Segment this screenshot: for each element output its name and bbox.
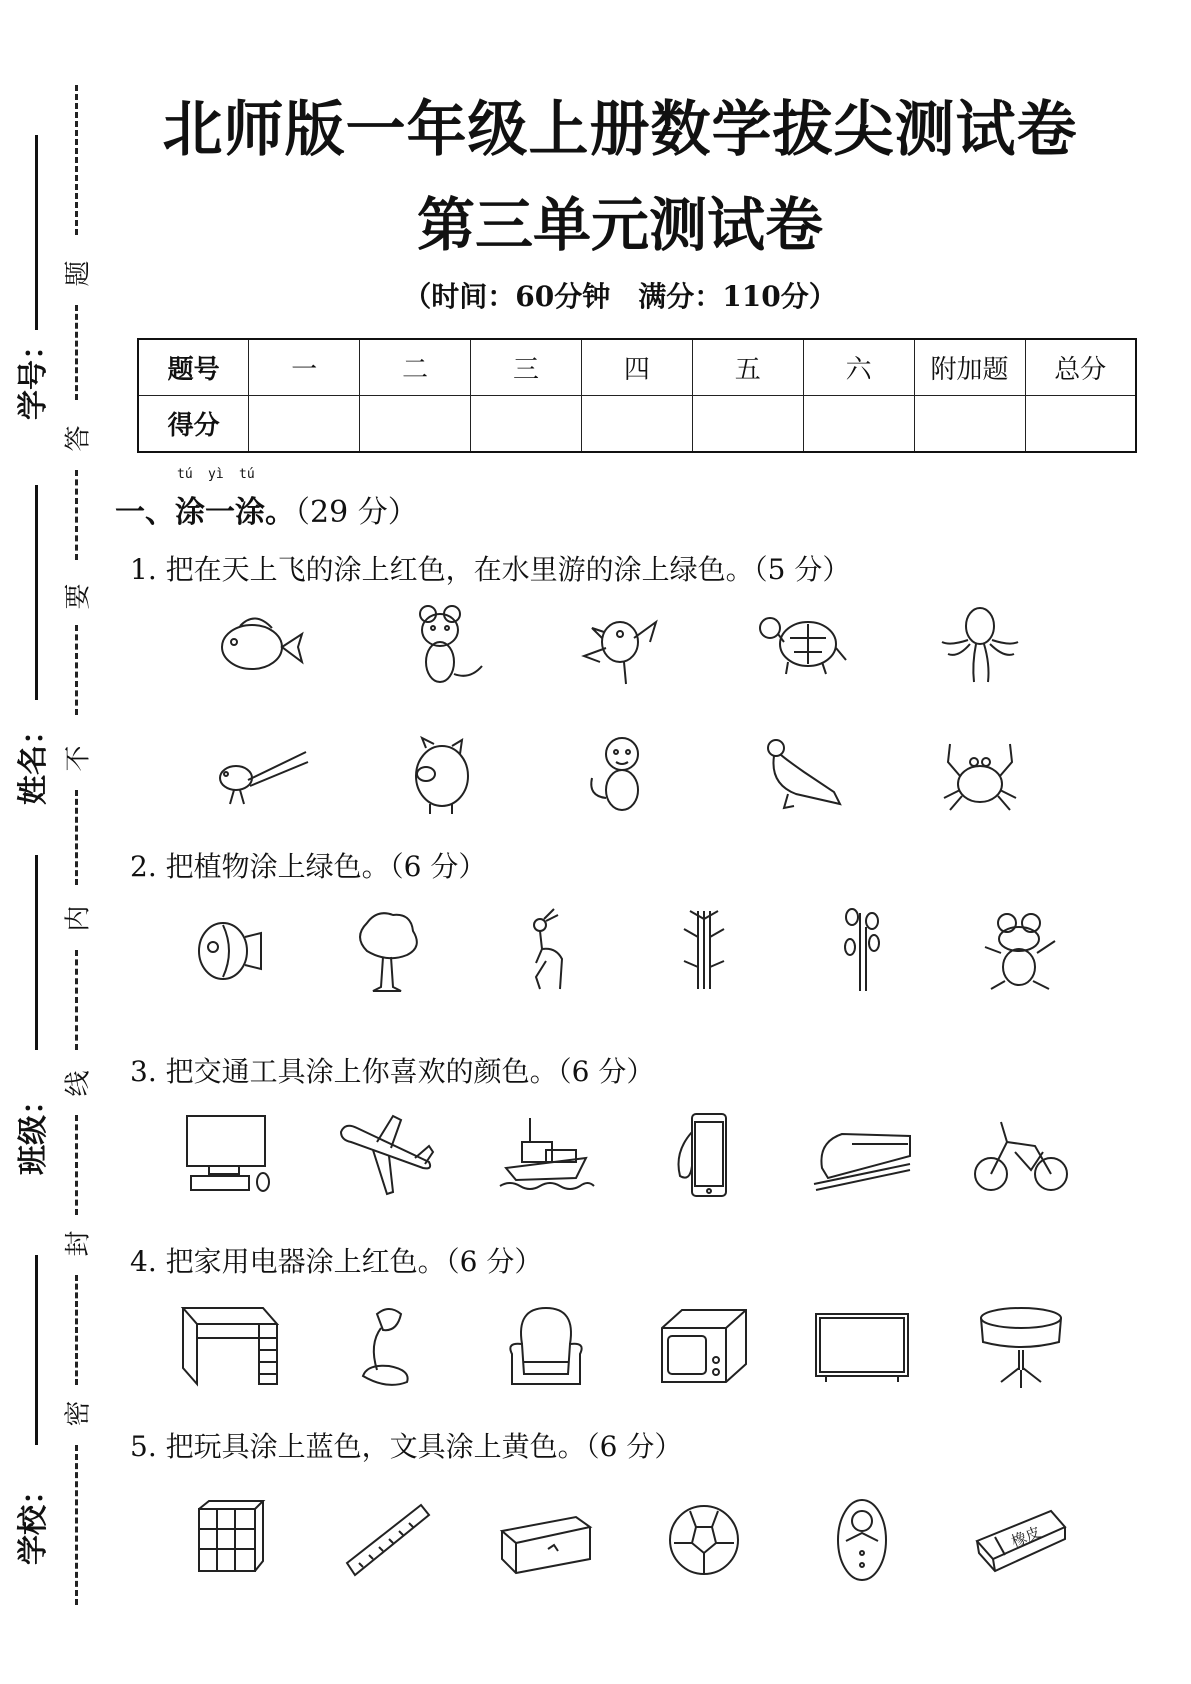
pencil-box-picture[interactable] (491, 1495, 601, 1585)
score-input-cell[interactable] (249, 396, 360, 453)
eraser-icon (971, 1497, 1071, 1583)
bird-icon (570, 602, 670, 688)
deer-picture[interactable] (491, 905, 601, 995)
soccer-ball-icon (654, 1497, 754, 1583)
nesting-doll-picture[interactable] (807, 1495, 917, 1585)
question-1: 1. 把在天上飞的涂上红色，在水里游的涂上绿色。（5 分） (130, 553, 851, 586)
frog-picture[interactable] (966, 905, 1076, 995)
seal-dash (75, 85, 78, 235)
seal-char: 要 (63, 583, 94, 610)
eraser-picture[interactable] (966, 1495, 1076, 1585)
score-input-cell[interactable] (360, 396, 471, 453)
pigeon-picture[interactable] (745, 730, 855, 820)
table-cell: 五 (692, 339, 803, 396)
deer-icon (496, 907, 596, 993)
fish-icon (210, 602, 310, 688)
rubiks-cube-picture[interactable] (174, 1495, 284, 1585)
ruler-icon (337, 1497, 437, 1583)
bird-picture[interactable] (565, 600, 675, 690)
page-title: 北师版一年级上册数学拔尖测试卷 (162, 95, 1078, 165)
question-4: 4. 把家用电器涂上红色。（6 分） (130, 1245, 543, 1278)
question-2: 2. 把植物涂上绿色。（6 分） (130, 850, 487, 883)
frog-icon (971, 907, 1071, 993)
crab-icon (930, 732, 1030, 818)
crab-picture[interactable] (925, 730, 1035, 820)
turtle-icon (750, 602, 850, 688)
fish-picture[interactable] (174, 905, 284, 995)
airplane-icon (337, 1112, 437, 1198)
fish-picture[interactable] (205, 600, 315, 690)
picture-row (150, 1110, 1100, 1200)
seal-char: 题 (63, 260, 94, 287)
pinyin: tú (177, 467, 193, 482)
octopus-icon (930, 602, 1030, 688)
seal-char: 答 (63, 425, 94, 452)
nesting-doll-icon (812, 1497, 912, 1583)
student-id-label: 学号： (16, 330, 51, 420)
seal-char: 内 (63, 905, 94, 932)
ship-icon (496, 1112, 596, 1198)
table-cell: 六 (803, 339, 914, 396)
picture-row (150, 1495, 1100, 1585)
class-line (35, 855, 38, 1050)
round-table-picture[interactable] (966, 1302, 1076, 1392)
computer-picture[interactable] (174, 1110, 284, 1200)
seal-dash (75, 1445, 78, 1605)
tree-icon (337, 907, 437, 993)
microwave-icon (654, 1304, 754, 1390)
turtle-picture[interactable] (745, 600, 855, 690)
binding-margin (0, 0, 120, 1684)
sapling-picture[interactable] (807, 905, 917, 995)
motorcycle-icon (971, 1112, 1071, 1198)
desk-lamp-picture[interactable] (332, 1302, 442, 1392)
desk-picture[interactable] (174, 1302, 284, 1392)
picture-row (170, 730, 1070, 820)
student-id-line (35, 135, 38, 330)
monkey-icon (570, 732, 670, 818)
tree-picture[interactable] (332, 905, 442, 995)
section-number: 一、 (115, 495, 175, 530)
computer-icon (179, 1112, 279, 1198)
seal-dash (75, 790, 78, 885)
desk-lamp-icon (337, 1304, 437, 1390)
ruler-picture[interactable] (332, 1495, 442, 1585)
bamboo-picture[interactable] (649, 905, 759, 995)
motorcycle-picture[interactable] (966, 1110, 1076, 1200)
school-label: 学校： (16, 1475, 51, 1565)
score-input-cell[interactable] (914, 396, 1025, 453)
exam-meta: （时间：60分钟 满分：110分） (403, 280, 837, 313)
score-table (137, 338, 1137, 453)
rubiks-cube-icon (179, 1497, 279, 1583)
microwave-picture[interactable] (649, 1302, 759, 1392)
score-input-cell[interactable] (582, 396, 693, 453)
score-input-cell[interactable] (1025, 396, 1136, 453)
seal-dash (75, 1275, 78, 1385)
sapling-icon (812, 907, 912, 993)
score-input-cell[interactable] (803, 396, 914, 453)
train-picture[interactable] (807, 1110, 917, 1200)
table-cell: 二 (360, 339, 471, 396)
armchair-icon (496, 1304, 596, 1390)
name-label: 姓名： (16, 715, 51, 805)
swallow-icon (210, 732, 310, 818)
phone-icon (654, 1112, 754, 1198)
bamboo-icon (654, 907, 754, 993)
score-input-cell[interactable] (471, 396, 582, 453)
seal-dash (75, 305, 78, 400)
name-line (35, 485, 38, 700)
table-cell: 三 (471, 339, 582, 396)
question-5: 5. 把玩具涂上蓝色，文具涂上黄色。（6 分） (130, 1430, 683, 1463)
seal-char: 密 (63, 1400, 94, 1427)
phone-picture[interactable] (649, 1110, 759, 1200)
score-input-cell[interactable] (692, 396, 803, 453)
table-cell: 四 (582, 339, 693, 396)
picture-row (150, 1302, 1100, 1392)
monkey-picture[interactable] (565, 730, 675, 820)
picture-row (170, 600, 1070, 690)
pinyin: yì (208, 467, 224, 482)
score-table-score-row (138, 396, 1136, 453)
score-table-header-row (138, 339, 1136, 396)
page-subtitle: 第三单元测试卷 (416, 191, 823, 259)
seal-char: 线 (63, 1070, 94, 1097)
table-cell: 题号 (138, 339, 249, 396)
table-cell: 一 (249, 339, 360, 396)
class-label: 班级： (16, 1085, 51, 1175)
seal-char: 封 (63, 1230, 94, 1257)
table-cell: 得分 (138, 396, 249, 453)
octopus-picture[interactable] (925, 600, 1035, 690)
section-points: （29 分） (295, 495, 418, 530)
airplane-picture[interactable] (332, 1110, 442, 1200)
seal-dash (75, 625, 78, 715)
armchair-picture[interactable] (491, 1302, 601, 1392)
ship-picture[interactable] (491, 1110, 601, 1200)
seal-char: 不 (63, 745, 94, 772)
question-3: 3. 把交通工具涂上你喜欢的颜色。（6 分） (130, 1055, 655, 1088)
table-cell: 总分 (1025, 339, 1136, 396)
seal-dash (75, 1115, 78, 1215)
picture-row (150, 905, 1100, 995)
tv-icon (812, 1304, 912, 1390)
pinyin: tú (239, 467, 255, 482)
pencil-box-icon (496, 1497, 596, 1583)
swallow-picture[interactable] (205, 730, 315, 820)
pig-icon (390, 732, 490, 818)
mouse-picture[interactable] (385, 600, 495, 690)
section-title: 涂一涂。 (175, 495, 295, 530)
fish-icon (179, 907, 279, 993)
table-cell: 附加题 (914, 339, 1025, 396)
soccer-ball-picture[interactable] (649, 1495, 759, 1585)
section-heading (115, 467, 418, 531)
desk-icon (179, 1304, 279, 1390)
pigeon-icon (750, 732, 850, 818)
school-line (35, 1255, 38, 1445)
pig-picture[interactable] (385, 730, 495, 820)
seal-dash (75, 950, 78, 1050)
eraser-label: 橡皮 (1008, 1522, 1044, 1551)
tv-picture[interactable] (807, 1302, 917, 1392)
train-icon (812, 1112, 912, 1198)
seal-dash (75, 470, 78, 560)
round-table-icon (971, 1304, 1071, 1390)
mouse-icon (390, 602, 490, 688)
